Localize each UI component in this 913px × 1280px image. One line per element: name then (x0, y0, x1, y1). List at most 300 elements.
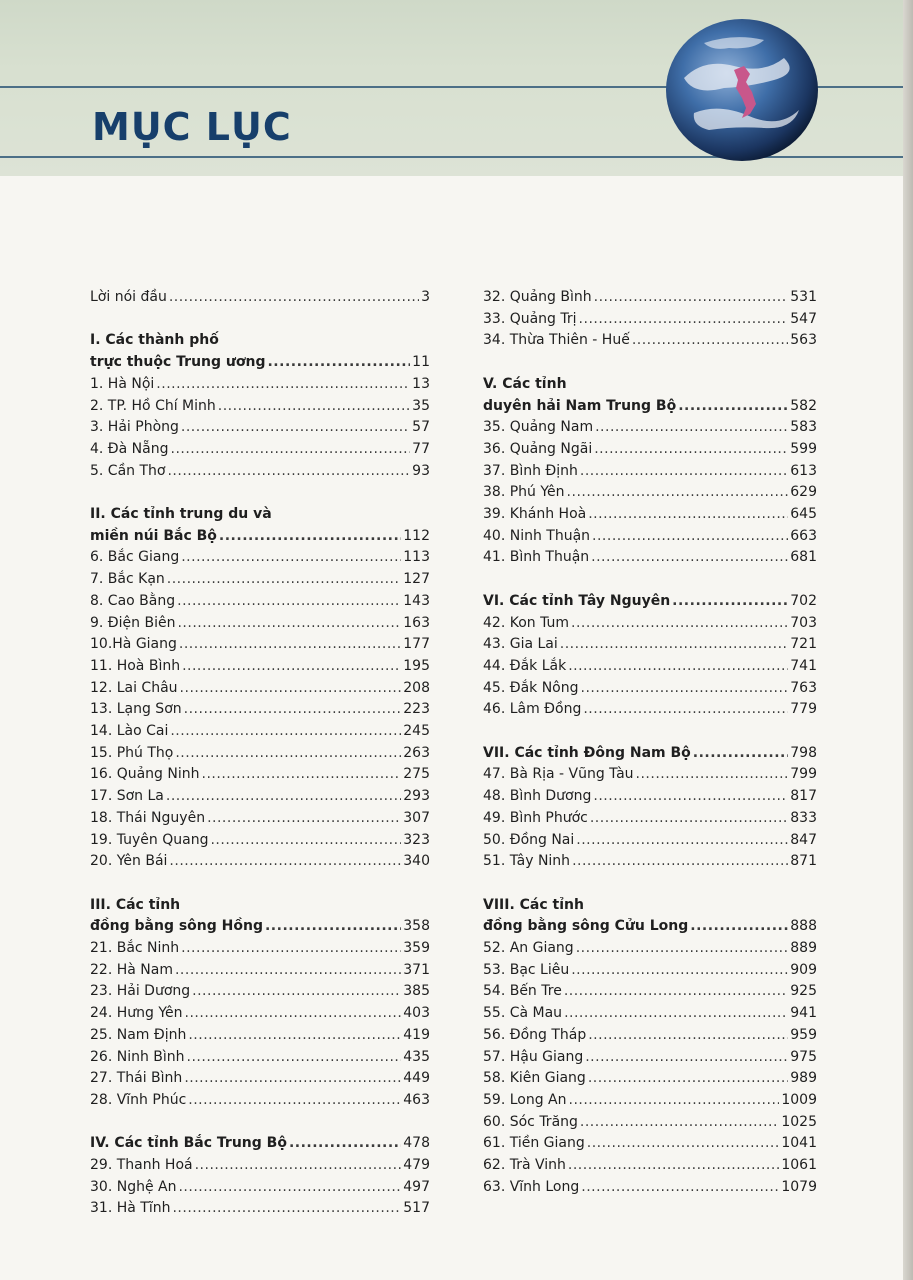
toc-heading (90, 895, 430, 917)
leader-dots (185, 1003, 402, 1025)
toc-page: 583 (790, 419, 817, 436)
toc-entry[interactable] (90, 634, 430, 656)
leader-dots (187, 1047, 402, 1069)
toc-page: 463 (403, 1091, 430, 1108)
toc-label: 48. Bình Dương (483, 788, 592, 805)
toc-page: 741 (790, 657, 817, 674)
leader-dots (267, 352, 410, 374)
toc-page: 403 (403, 1005, 430, 1022)
toc-label: 52. An Giang (483, 940, 574, 957)
toc-entry[interactable] (483, 938, 817, 960)
toc-entry[interactable] (90, 851, 430, 873)
toc-entry[interactable] (90, 830, 430, 852)
toc-label: 9. Điện Biên (90, 614, 176, 631)
leader-dots (170, 721, 401, 743)
toc-page: 681 (790, 549, 817, 566)
toc-page: 275 (403, 766, 430, 783)
toc-label: 11. Hoà Bình (90, 657, 181, 674)
leader-dots (181, 547, 401, 569)
toc-section[interactable] (483, 591, 817, 613)
toc-label: VII. Các tỉnh Đông Nam Bộ (483, 744, 691, 761)
toc-heading (90, 330, 430, 352)
toc-heading-label: V. Các tỉnh (483, 375, 567, 392)
toc-label: trực thuộc Trung ương (90, 354, 266, 371)
toc-label: 3. Hải Phòng (90, 419, 179, 436)
toc-page: 871 (790, 853, 817, 870)
leader-dots (218, 396, 410, 418)
toc-entry[interactable] (483, 1090, 817, 1112)
toc-label: 31. Hà Tĩnh (90, 1200, 171, 1217)
toc-entry[interactable] (483, 808, 817, 830)
toc-heading-label: III. Các tỉnh (90, 896, 181, 913)
toc-entry[interactable] (90, 1155, 430, 1177)
toc-page: 3 (421, 289, 430, 305)
page-edge-shadow (903, 0, 913, 1280)
leader-dots (571, 960, 788, 982)
toc-entry[interactable] (483, 287, 817, 309)
toc-page: 817 (790, 788, 817, 805)
toc-page: 613 (790, 462, 817, 479)
toc-page: 1079 (781, 1178, 817, 1195)
toc-label: 63. Vĩnh Long (483, 1178, 580, 1195)
toc-label: 7. Bắc Kạn (90, 571, 165, 588)
toc-page: 11 (412, 354, 430, 371)
toc-entry[interactable] (90, 1068, 430, 1090)
toc-section[interactable] (90, 1133, 430, 1155)
toc-label: 54. Bến Tre (483, 983, 562, 1000)
leader-dots (594, 439, 788, 461)
toc-entry[interactable] (90, 743, 430, 765)
toc-page: 563 (790, 332, 817, 349)
toc-section[interactable] (483, 743, 817, 765)
toc-entry[interactable] (90, 374, 430, 396)
toc-column-right (483, 287, 817, 1198)
leader-dots (588, 1068, 788, 1090)
toc-page: 925 (790, 983, 817, 1000)
toc-page: 35 (412, 397, 430, 414)
toc-entry[interactable] (483, 1047, 817, 1069)
leader-dots (588, 1025, 788, 1047)
toc-page: 989 (790, 1070, 817, 1087)
leader-dots (587, 1133, 780, 1155)
toc-entry[interactable] (90, 417, 430, 439)
toc-entry[interactable] (483, 547, 817, 569)
leader-dots (636, 764, 789, 786)
leader-dots (564, 1003, 788, 1025)
toc-label: 37. Bình Định (483, 462, 578, 479)
toc-page: 245 (403, 723, 430, 740)
toc-section[interactable] (90, 916, 430, 938)
toc-page: 847 (790, 831, 817, 848)
toc-entry[interactable] (483, 1177, 817, 1199)
toc-page: 1041 (781, 1135, 817, 1152)
leader-dots (581, 678, 789, 700)
toc-page: 975 (790, 1048, 817, 1065)
toc-label: 62. Trà Vinh (483, 1157, 566, 1174)
toc-label: 40. Ninh Thuận (483, 527, 591, 544)
leader-dots (207, 808, 401, 830)
toc-entry[interactable] (90, 721, 430, 743)
leader-dots (219, 526, 401, 548)
toc-entry[interactable] (90, 396, 430, 418)
toc-page: 645 (790, 506, 817, 523)
toc-entry[interactable] (90, 764, 430, 786)
toc-label: 46. Lâm Đồng (483, 701, 582, 718)
toc-page: 702 (790, 592, 817, 609)
leader-dots (576, 938, 789, 960)
leader-dots (571, 613, 788, 635)
toc-label: 53. Bạc Liêu (483, 961, 570, 978)
toc-label: 28. Vĩnh Phúc (90, 1091, 187, 1108)
toc-entry[interactable] (90, 461, 430, 483)
spacer (90, 873, 430, 895)
toc-entry[interactable] (90, 1198, 430, 1220)
toc-label: VI. Các tỉnh Tây Nguyên (483, 592, 671, 609)
toc-page: 13 (412, 375, 430, 392)
leader-dots (583, 699, 788, 721)
toc-label: 47. Bà Rịa - Vũng Tàu (483, 766, 634, 783)
toc-label: 17. Sơn La (90, 788, 164, 805)
toc-label: miền núi Bắc Bộ (90, 527, 217, 544)
toc-label: 36. Quảng Ngãi (483, 440, 593, 457)
toc-label: 39. Khánh Hoà (483, 506, 587, 523)
toc-label: 5. Cần Thơ (90, 462, 166, 479)
toc-page: 497 (403, 1178, 430, 1195)
toc-entry[interactable] (483, 786, 817, 808)
toc-entry[interactable] (90, 287, 430, 309)
toc-label: 43. Gia Lai (483, 636, 558, 653)
leader-dots (672, 591, 788, 613)
toc-label: 58. Kiên Giang (483, 1070, 586, 1087)
leader-dots (581, 1177, 779, 1199)
toc-page: 547 (790, 310, 817, 327)
toc-label: 4. Đà Nẵng (90, 440, 169, 457)
leader-dots (632, 330, 788, 352)
leader-dots (588, 504, 788, 526)
toc-page: 307 (403, 809, 430, 826)
toc-entry[interactable] (483, 960, 817, 982)
leader-dots (192, 981, 401, 1003)
toc-page: 112 (403, 527, 430, 544)
toc-label: 8. Cao Bằng (90, 592, 176, 609)
toc-entry[interactable] (483, 1068, 817, 1090)
toc-column-left (90, 287, 430, 1220)
leader-dots (265, 916, 401, 938)
toc-label: 60. Sóc Trăng (483, 1113, 578, 1130)
toc-entry[interactable] (483, 1112, 817, 1134)
toc-label: 44. Đắk Lắk (483, 657, 567, 674)
toc-entry[interactable] (483, 699, 817, 721)
toc-label: 61. Tiền Giang (483, 1135, 585, 1152)
leader-dots (568, 1155, 779, 1177)
leader-dots (188, 1025, 401, 1047)
toc-label: 38. Phú Yên (483, 484, 565, 501)
toc-page: 143 (403, 592, 430, 609)
leader-dots (175, 960, 401, 982)
toc-page: 799 (790, 766, 817, 783)
leader-dots (202, 764, 402, 786)
leader-dots (567, 482, 789, 504)
leader-dots (572, 851, 788, 873)
toc-label: 26. Ninh Bình (90, 1048, 185, 1065)
toc-heading (483, 895, 817, 917)
toc-section[interactable] (483, 396, 817, 418)
toc-page: 629 (790, 484, 817, 501)
toc-label: 12. Lai Châu (90, 679, 178, 696)
toc-page: 385 (403, 983, 430, 1000)
toc-label: 1. Hà Nội (90, 375, 155, 392)
toc-label: duyên hải Nam Trung Bộ (483, 397, 677, 414)
toc-entry[interactable] (90, 1025, 430, 1047)
toc-entry[interactable] (483, 634, 817, 656)
toc-entry[interactable] (483, 1133, 817, 1155)
toc-entry[interactable] (483, 981, 817, 1003)
spacer (90, 482, 430, 504)
toc-page: 1061 (781, 1157, 817, 1174)
toc-entry[interactable] (483, 439, 817, 461)
header-banner (0, 0, 913, 176)
toc-entry[interactable] (90, 981, 430, 1003)
toc-label: 14. Lào Cai (90, 723, 169, 740)
leader-dots (576, 830, 788, 852)
toc-entry[interactable] (483, 764, 817, 786)
toc-label: 49. Bình Phước (483, 809, 588, 826)
toc-label: 19. Tuyên Quang (90, 831, 209, 848)
leader-dots (167, 461, 410, 483)
toc-label: 41. Bình Thuận (483, 549, 590, 566)
leader-dots (593, 786, 788, 808)
leader-dots (580, 1112, 779, 1134)
toc-entry[interactable] (483, 417, 817, 439)
leader-dots (180, 678, 402, 700)
toc-page: 449 (403, 1070, 430, 1087)
toc-entry[interactable] (90, 678, 430, 700)
toc-page: 208 (403, 679, 430, 696)
leader-dots (594, 287, 789, 309)
toc-page: 531 (790, 289, 817, 305)
toc-page: 582 (790, 397, 817, 414)
leader-dots (592, 526, 788, 548)
leader-dots (169, 851, 401, 873)
spacer (483, 569, 817, 591)
toc-label: 35. Quảng Nam (483, 419, 594, 436)
toc-page: 909 (790, 961, 817, 978)
toc-label: 56. Đồng Tháp (483, 1026, 587, 1043)
leader-dots (177, 613, 401, 635)
toc-heading-label: I. Các thành phố (90, 332, 219, 349)
toc-label: 24. Hưng Yên (90, 1005, 183, 1022)
leader-dots (678, 396, 788, 418)
toc-page: 435 (403, 1048, 430, 1065)
leader-dots (182, 656, 401, 678)
leader-dots (166, 786, 401, 808)
toc-entry[interactable] (483, 851, 817, 873)
toc-entry[interactable] (90, 613, 430, 635)
spacer (483, 873, 817, 895)
toc-page: 263 (403, 744, 430, 761)
toc-label: 10.Hà Giang (90, 636, 177, 653)
leader-dots (167, 569, 401, 591)
toc-label: 20. Yên Bái (90, 853, 168, 870)
toc-label: 22. Hà Nam (90, 961, 173, 978)
toc-page: 779 (790, 701, 817, 718)
toc-entry[interactable] (483, 613, 817, 635)
toc-label: 13. Lạng Sơn (90, 701, 182, 718)
leader-dots (585, 1047, 788, 1069)
toc-entry[interactable] (90, 960, 430, 982)
toc-heading-label: VIII. Các tỉnh (483, 896, 584, 913)
leader-dots (580, 461, 788, 483)
toc-page: 941 (790, 1005, 817, 1022)
leader-dots (289, 1133, 401, 1155)
leader-dots (564, 981, 788, 1003)
toc-entry[interactable] (483, 678, 817, 700)
toc-label: 6. Bắc Giang (90, 549, 180, 566)
toc-label: 34. Thừa Thiên - Huế (483, 332, 630, 349)
toc-label: 50. Đồng Nai (483, 831, 575, 848)
toc-entry[interactable] (90, 1090, 430, 1112)
leader-dots (179, 634, 401, 656)
leader-dots (171, 439, 411, 461)
toc-page: 359 (403, 940, 430, 957)
toc-label: 25. Nam Định (90, 1026, 187, 1043)
toc-entry[interactable] (90, 808, 430, 830)
toc-page: 323 (403, 831, 430, 848)
leader-dots (591, 547, 788, 569)
toc-label: 45. Đắk Nông (483, 679, 579, 696)
toc-page: 57 (412, 419, 430, 436)
toc-page: 517 (403, 1200, 430, 1217)
leader-dots (181, 938, 401, 960)
toc-page: 1025 (781, 1113, 817, 1130)
toc-entry[interactable] (483, 1155, 817, 1177)
toc-label: IV. Các tỉnh Bắc Trung Bộ (90, 1135, 287, 1152)
toc-label: 29. Thanh Hoá (90, 1157, 193, 1174)
leader-dots (210, 830, 401, 852)
leader-dots (184, 699, 402, 721)
toc-entry[interactable] (483, 1025, 817, 1047)
toc-page: 889 (790, 940, 817, 957)
toc-entry[interactable] (483, 656, 817, 678)
toc-label: 51. Tây Ninh (483, 853, 571, 870)
leader-dots (178, 1177, 401, 1199)
leader-dots (188, 1090, 401, 1112)
toc-entry[interactable] (90, 569, 430, 591)
toc-section[interactable] (90, 526, 430, 548)
toc-section[interactable] (483, 916, 817, 938)
toc-page: 358 (403, 918, 430, 935)
leader-dots (195, 1155, 402, 1177)
toc-entry[interactable] (483, 330, 817, 352)
toc-entry[interactable] (90, 699, 430, 721)
toc-entry[interactable] (90, 786, 430, 808)
toc-entry[interactable] (483, 461, 817, 483)
toc-page: 93 (412, 462, 430, 479)
toc-page: 177 (403, 636, 430, 653)
toc-entry[interactable] (483, 482, 817, 504)
toc-label: 42. Kon Tum (483, 614, 570, 631)
toc-page: 223 (403, 701, 430, 718)
toc-page: 127 (403, 571, 430, 588)
toc-label: 33. Quảng Trị (483, 310, 577, 327)
toc-heading (90, 504, 430, 526)
leader-dots (184, 1068, 401, 1090)
toc-page: 798 (790, 744, 817, 761)
toc-label: đồng bằng sông Cửu Long (483, 918, 689, 935)
toc-entry[interactable] (90, 439, 430, 461)
toc-entry[interactable] (483, 830, 817, 852)
leader-dots (569, 1090, 780, 1112)
toc-page: 371 (403, 961, 430, 978)
globe-icon (664, 18, 820, 163)
toc-heading-label: II. Các tỉnh trung du và (90, 506, 272, 522)
toc-entry[interactable] (90, 1047, 430, 1069)
toc-label: 16. Quảng Ninh (90, 766, 200, 783)
toc-entry[interactable] (90, 1177, 430, 1199)
toc-page: 163 (403, 614, 430, 631)
toc-entry[interactable] (483, 1003, 817, 1025)
leader-dots (175, 743, 401, 765)
toc-entry[interactable] (90, 656, 430, 678)
toc-entry[interactable] (483, 504, 817, 526)
toc-label: 2. TP. Hồ Chí Minh (90, 397, 216, 414)
leader-dots (177, 591, 401, 613)
toc-page: 721 (790, 636, 817, 653)
toc-entry[interactable] (90, 547, 430, 569)
toc-entry[interactable] (483, 309, 817, 331)
toc-page: 340 (403, 853, 430, 870)
toc-entry[interactable] (483, 526, 817, 548)
toc-label: 32. Quảng Bình (483, 289, 592, 305)
leader-dots (568, 656, 788, 678)
toc-page: 1009 (781, 1091, 817, 1108)
toc-page: 959 (790, 1026, 817, 1043)
leader-dots (690, 916, 788, 938)
leader-dots (693, 743, 789, 765)
toc-label: 18. Thái Nguyên (90, 809, 206, 826)
toc-label: 15. Phú Thọ (90, 744, 174, 761)
spacer (483, 721, 817, 743)
toc-label: 30. Nghệ An (90, 1178, 177, 1195)
spacer (90, 1112, 430, 1134)
page-title: MỤC LỤC (92, 105, 292, 149)
spacer (483, 352, 817, 374)
spacer (90, 309, 430, 331)
toc-entry[interactable] (90, 591, 430, 613)
toc-page: 478 (403, 1135, 430, 1152)
toc-page: 763 (790, 679, 817, 696)
toc-entry[interactable] (90, 1003, 430, 1025)
leader-dots (560, 634, 789, 656)
leader-dots (172, 1198, 401, 1220)
toc-page: 77 (412, 440, 430, 457)
leader-dots (156, 374, 410, 396)
toc-label: 59. Long An (483, 1091, 567, 1108)
toc-page: 479 (403, 1157, 430, 1174)
toc-label: 23. Hải Dương (90, 983, 191, 1000)
toc-entry[interactable] (90, 938, 430, 960)
toc-page: 113 (403, 549, 430, 566)
toc-label: 57. Hậu Giang (483, 1048, 584, 1065)
toc-label: đồng bằng sông Hồng (90, 918, 263, 935)
leader-dots (579, 309, 789, 331)
toc-page: 293 (403, 788, 430, 805)
toc-page: 888 (790, 918, 817, 935)
toc-page: 599 (790, 440, 817, 457)
leader-dots (181, 417, 410, 439)
leader-dots (590, 808, 788, 830)
toc-section[interactable] (90, 352, 430, 374)
